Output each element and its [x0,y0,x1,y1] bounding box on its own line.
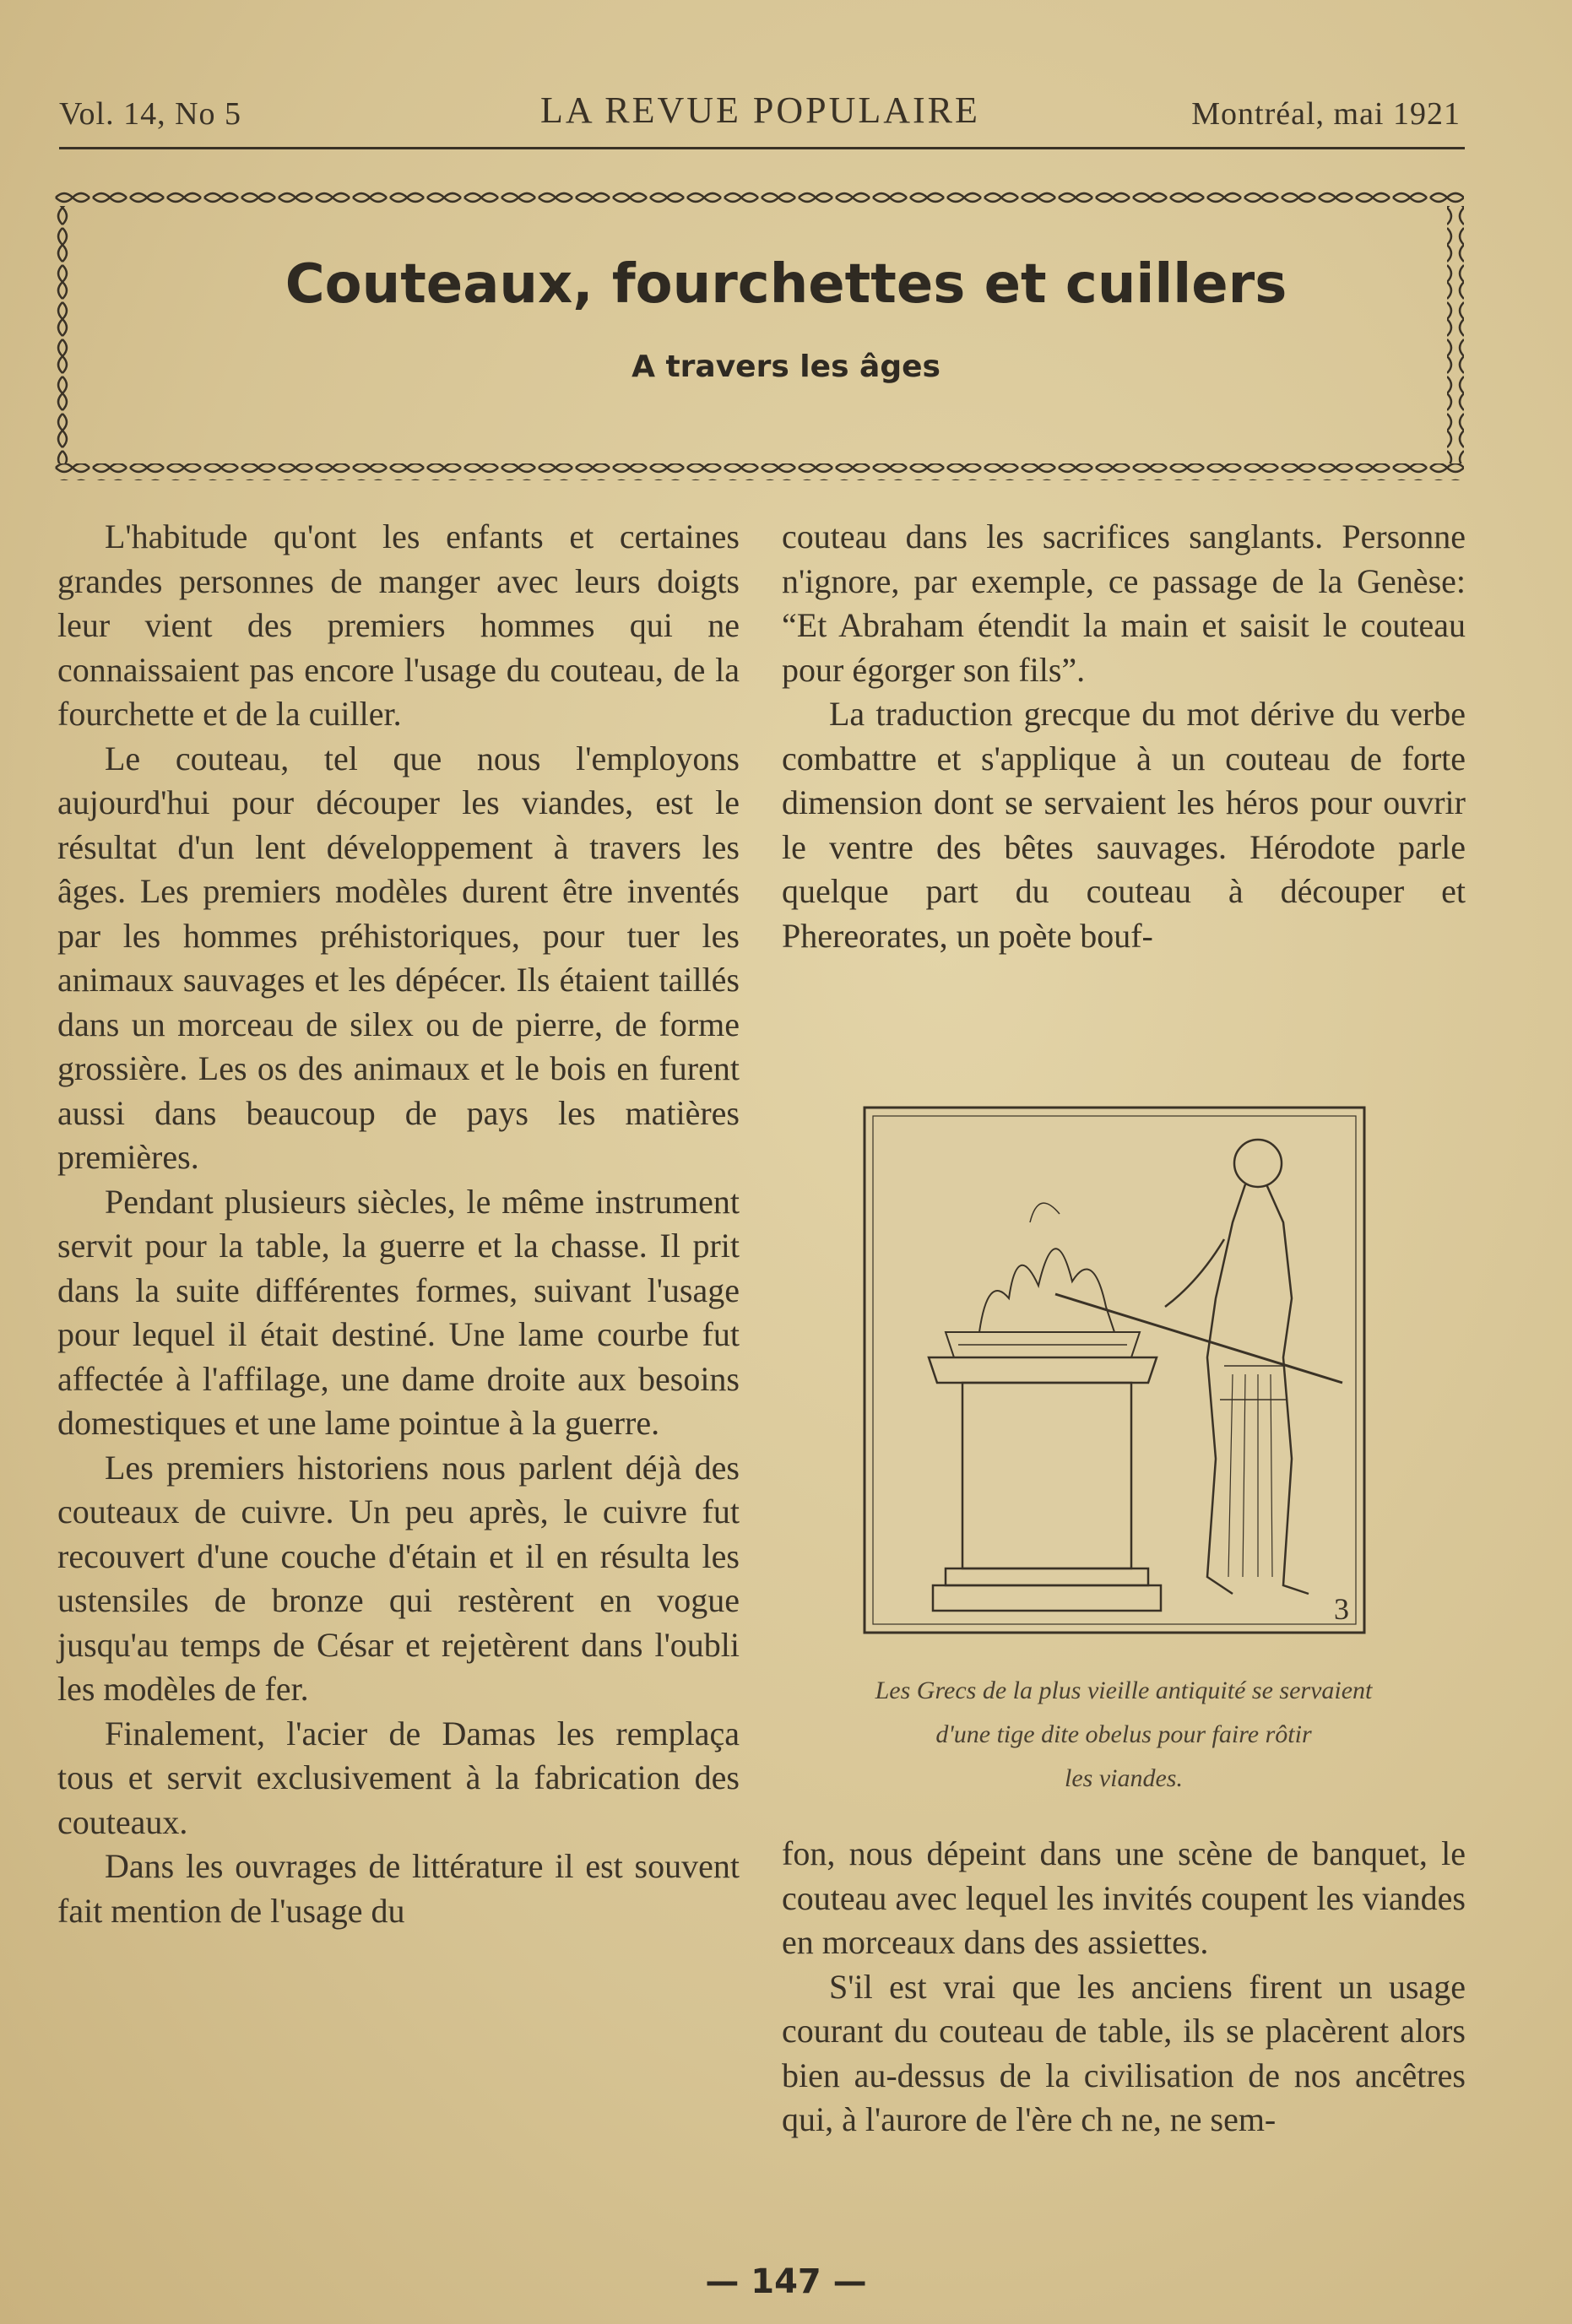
article-title: Couteaux, fourchettes et cuillers [285,253,1287,316]
caption-line: Les Grecs de la plus vieille antiquité se servaient [875,1677,1373,1704]
article-subtitle: A travers les âges [632,349,940,384]
paragraph: S'il est vrai que les anciens firent un usage courant du couteau de table, ils se placèrent alors bien au-dessus de la civilisation de nos ancêtres qui, à l'aurore de l'ère ch ne, ne sem- [782,1967,1466,2138]
figure-caption [782,1669,1466,1801]
paragraph: Les premiers historiens nous parlent déjà des couteaux de cuivre. Un peu après, le cuivre fut recouvert d'une couche d'étain et il en résulta les ustensiles de bronze qui restèrent en vogue jusqu'au temps de César et rejetèrent dans l'oubli les modèles de fer. [57,1448,740,1708]
right-column-bottom [782,1832,1466,2143]
paragraph: Le couteau, tel que nous l'employons aujourd'hui pour découper les viandes, est le résultat d'un lent développement à travers les âges. Les premiers modèles durent être inventés par les hommes préhistoriques, pour tuer les animaux sauvages et les dépécer. Ils étaient taillés dans un morceau de silex ou de pierre, de forme grossière. Les os des animaux et le bois en furent aussi dans beaucoup de pays les matières premières. [57,739,740,1176]
publication-title: LA REVUE POPULAIRE [540,89,980,131]
page-number: — 147 — [705,2262,867,2301]
paragraph: Dans les ouvrages de littérature il est souvent fait mention de l'usage du [57,1847,740,1930]
running-header [59,89,1461,139]
illustration-greek-roasting [861,1104,1368,1636]
paragraph: La traduction grecque du mot dérive du verbe combattre et s'applique à un couteau de forte dimension dont se servaient les héros pour ouvrir le ventre des bêtes sauvages. Hérodote parle quelque part du couteau à découper et Phereorates, un poète bouf- [782,695,1466,955]
paragraph: fon, nous dépeint dans une scène de banquet, le couteau avec lequel les invités coupent les viandes en morceaux dans des assiettes. [782,1834,1466,1961]
title-ornament-frame [54,189,1464,480]
left-column [57,515,740,1933]
caption-line: les viandes. [1065,1764,1183,1792]
caption-line: d'une tige dite obelus pour faire rôtir [935,1720,1312,1748]
engraving-image [861,1104,1368,1636]
issue-date: Montréal, mai 1921 [1191,96,1461,132]
paragraph: Finalement, l'acier de Damas les remplaça tous et servit exclusivement à la fabrication des couteaux. [57,1714,740,1841]
figure-number: 3 [1334,1592,1349,1626]
volume-number: Vol. 14, No 5 [59,96,242,132]
paragraph: L'habitude qu'ont les enfants et certaines grandes personnes de manger avec leurs doigts leur vient des premiers hommes qui ne connaissaient pas encore l'usage du couteau, de la fourchette et de la cuiller. [57,517,740,733]
header-rule [59,147,1465,149]
right-column-top [782,515,1466,958]
paragraph: couteau dans les sacrifices sanglants. Personne n'ignore, par exemple, ce passage de la Genèse: “Et Abraham étendit la main et saisit le couteau pour égorger son fils”. [782,517,1466,689]
paragraph: Pendant plusieurs siècles, le même instrument servit pour la table, la guerre et la chasse. Il prit dans la suite différentes formes, suivant l'usage pour lequel il était destiné. Une lame courbe fut affectée à l'affilage, une dame droite aux besoins domestiques et une lame pointue à la guerre. [57,1182,740,1442]
